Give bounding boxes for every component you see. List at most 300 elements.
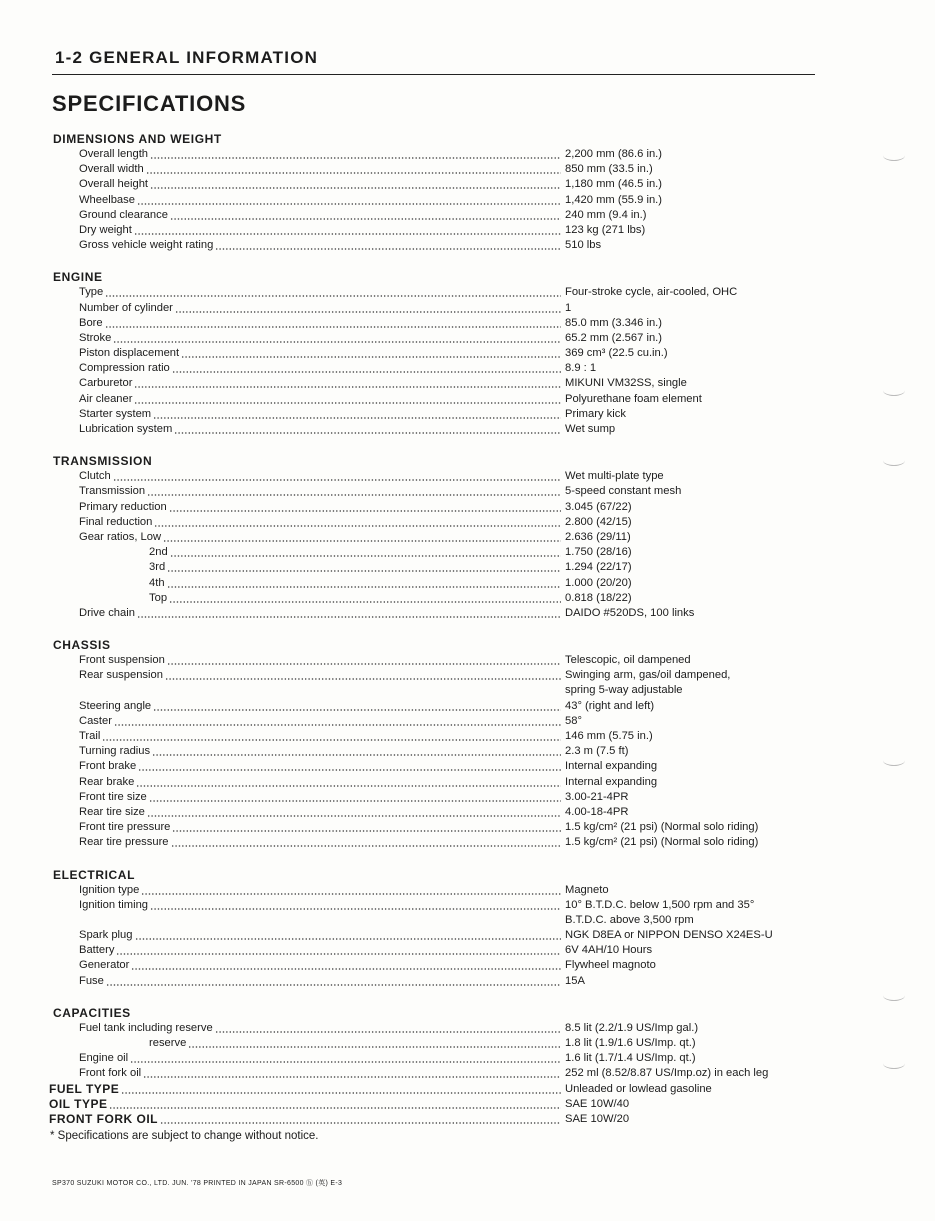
spec-label — [49, 500, 561, 515]
spec-value-line: 15A — [565, 974, 585, 987]
margin-mark — [883, 990, 905, 1001]
spec-row — [49, 714, 839, 729]
spec-row — [49, 376, 839, 391]
spec-row — [49, 238, 839, 253]
spec-value-line: NGK D8EA or NIPPON DENSO X24ES-U — [565, 929, 773, 942]
spec-label-text: Final reduction — [79, 515, 153, 528]
spec-row — [49, 1097, 839, 1112]
spec-value-line: 2.636 (29/11) — [565, 530, 631, 543]
spec-value — [561, 653, 835, 668]
spec-label — [49, 1066, 561, 1081]
spec-value-line: 1.5 kg/cm² (21 psi) (Normal solo riding) — [565, 836, 759, 849]
spec-value-line: Polyurethane foam element — [565, 392, 702, 405]
spec-value-line: 43° (right and left) — [565, 699, 655, 712]
spec-label-text: Trail — [79, 730, 101, 742]
spec-value — [561, 898, 835, 928]
spec-label-text: Front tire pressure — [79, 821, 171, 834]
spec-label-text: Spark plug — [79, 929, 133, 942]
dot-leader — [174, 432, 561, 434]
dot-leader — [152, 754, 561, 756]
spec-row — [49, 484, 839, 499]
spec-value — [561, 699, 835, 714]
spec-value — [561, 943, 835, 958]
spec-value — [561, 560, 835, 575]
dot-leader — [150, 157, 561, 159]
margin-mark — [883, 1058, 905, 1069]
spec-value — [561, 820, 835, 835]
spec-value — [561, 361, 835, 376]
spec-value-line: 4.00-18-4PR — [565, 805, 629, 818]
spec-label-text: Drive chain — [79, 606, 135, 619]
spec-row — [49, 775, 839, 790]
spec-row — [49, 606, 839, 621]
spec-row — [49, 285, 839, 300]
specifications-list — [49, 131, 839, 1143]
spec-label — [49, 1097, 561, 1112]
dot-leader — [143, 1076, 561, 1078]
spec-row — [49, 208, 839, 223]
spec-label — [49, 606, 561, 621]
spec-value — [561, 376, 835, 391]
dot-leader — [102, 739, 561, 741]
spec-row — [49, 958, 839, 973]
spec-row — [49, 898, 839, 928]
spec-value — [561, 790, 835, 805]
spec-value-line: Wet sump — [565, 423, 616, 435]
dot-leader — [170, 555, 561, 557]
spec-label — [49, 974, 561, 989]
spec-row — [49, 974, 839, 989]
spec-label-text: 4th — [149, 576, 165, 589]
dot-leader — [130, 1061, 561, 1063]
header-rule — [52, 74, 815, 75]
dot-leader — [171, 845, 561, 847]
spec-label — [49, 928, 561, 943]
spec-label-text: Generator — [79, 959, 130, 972]
spec-value — [561, 591, 835, 606]
dot-leader — [215, 1031, 561, 1033]
spec-label-text: Air cleaner — [79, 392, 133, 405]
dot-leader — [147, 494, 561, 496]
spec-label — [49, 790, 561, 805]
spec-row — [49, 1051, 839, 1066]
spec-label — [49, 162, 561, 177]
spec-label-text: Steering angle — [79, 699, 152, 712]
dot-leader — [170, 218, 561, 220]
spec-label-text: Front tire size — [79, 790, 147, 803]
spec-label-text: reserve — [149, 1037, 187, 1049]
spec-value-line: 3.045 (67/22) — [565, 500, 632, 513]
spec-value — [561, 469, 835, 484]
spec-label-text: Stroke — [79, 331, 112, 344]
spec-value — [561, 316, 835, 331]
spec-label — [49, 469, 561, 484]
spec-label — [49, 376, 561, 391]
spec-value-line: 1.294 (22/17) — [565, 561, 632, 574]
dot-leader — [134, 233, 561, 235]
dot-leader — [138, 769, 561, 771]
spec-label-text: Front suspension — [79, 654, 165, 667]
spec-label-text: Lubrication system — [79, 423, 173, 435]
spec-row — [49, 162, 839, 177]
spec-value-line: 58° — [565, 714, 582, 727]
spec-row — [49, 193, 839, 208]
spec-value-line: Wet multi-plate type — [565, 470, 664, 483]
spec-value-line: 369 cm³ (22.5 cu.in.) — [565, 347, 668, 360]
spec-label-text: Rear tire pressure — [79, 836, 169, 849]
spec-row — [49, 943, 839, 958]
spec-section — [49, 131, 839, 253]
spec-row — [49, 331, 839, 346]
spec-value — [561, 744, 835, 759]
spec-label — [49, 759, 561, 774]
spec-label-text: Compression ratio — [79, 362, 170, 375]
spec-value — [561, 1051, 835, 1066]
margin-mark — [883, 150, 905, 161]
spec-label-text: Rear tire size — [79, 805, 145, 818]
dot-leader — [131, 968, 561, 970]
spec-label — [49, 177, 561, 192]
spec-row — [49, 147, 839, 162]
spec-label — [49, 668, 561, 683]
spec-value — [561, 805, 835, 820]
spec-label-text: Carburetor — [79, 377, 133, 390]
spec-label-text: Overall height — [79, 178, 149, 191]
spec-value-line: 2,200 mm (86.6 in.) — [565, 148, 663, 160]
header-title: 1-2 GENERAL INFORMATION — [55, 48, 319, 67]
spec-section — [49, 453, 839, 621]
dot-leader — [105, 295, 561, 297]
spec-value-line: 1.000 (20/20) — [565, 576, 632, 589]
section-title: CAPACITIES — [53, 1005, 131, 1020]
dot-leader — [106, 984, 561, 986]
dot-leader — [135, 938, 562, 940]
spec-value-line: 2.800 (42/15) — [565, 515, 632, 528]
spec-label-text: Ground clearance — [79, 208, 168, 221]
spec-value-line: 1.6 lit (1.7/1.4 US/Imp. qt.) — [565, 1052, 696, 1065]
spec-value — [561, 606, 835, 621]
spec-value-line: 1.5 kg/cm² (21 psi) (Normal solo riding) — [565, 821, 759, 834]
spec-value-line: 3.00-21-4PR — [565, 790, 629, 803]
spec-row — [49, 1021, 839, 1036]
spec-value-line: 1,420 mm (55.9 in.) — [565, 193, 663, 206]
spec-label — [49, 301, 561, 316]
spec-label-text: Ignition timing — [79, 898, 149, 911]
dot-leader — [137, 203, 561, 205]
spec-row — [49, 346, 839, 361]
dot-leader — [113, 479, 561, 481]
spec-value-line: B.T.D.C. above 3,500 rpm — [565, 913, 694, 926]
spec-value — [561, 928, 835, 943]
spec-row — [49, 515, 839, 530]
spec-row — [49, 560, 839, 575]
spec-value-line: 1.750 (28/16) — [565, 546, 632, 559]
spec-label-text: Dry weight — [79, 223, 132, 236]
spec-label — [49, 1036, 561, 1051]
spec-row — [49, 653, 839, 668]
spec-value — [561, 500, 835, 515]
spec-row — [49, 301, 839, 316]
spec-label — [49, 208, 561, 223]
spec-value-line: SAE 10W/20 — [565, 1112, 630, 1125]
spec-row — [49, 361, 839, 376]
margin-mark — [883, 455, 905, 466]
spec-label-text: Gear ratios, Low — [79, 530, 162, 543]
spec-row — [49, 928, 839, 943]
spec-value — [561, 208, 835, 223]
spec-value-line: MIKUNI VM32SS, single — [565, 377, 687, 390]
dot-leader — [134, 402, 561, 404]
spec-value-line: Magneto — [565, 883, 609, 896]
dot-leader — [175, 311, 561, 313]
spec-label — [49, 422, 561, 437]
dot-leader — [215, 248, 561, 250]
spec-value — [561, 958, 835, 973]
spec-value-line: 252 ml (8.52/8.87 US/Imp.oz) in each leg — [565, 1067, 769, 1080]
dot-leader — [121, 1092, 561, 1094]
spec-label — [49, 346, 561, 361]
spec-label — [49, 515, 561, 530]
spec-value-line: 5-speed constant mesh — [565, 485, 682, 498]
spec-label — [49, 223, 561, 238]
spec-label — [49, 1082, 561, 1097]
spec-label — [49, 484, 561, 499]
spec-label-text: Front brake — [79, 760, 137, 773]
spec-label — [49, 775, 561, 790]
spec-value — [561, 301, 835, 316]
spec-value — [561, 1112, 835, 1127]
spec-label-text: Caster — [79, 714, 112, 727]
spec-label — [49, 361, 561, 376]
spec-row — [49, 545, 839, 560]
spec-label-text: Rear suspension — [79, 669, 163, 682]
dot-leader — [134, 386, 561, 388]
margin-mark — [883, 385, 905, 396]
spec-row — [49, 500, 839, 515]
dot-leader — [150, 187, 561, 189]
spec-row — [49, 1066, 839, 1081]
dot-leader — [172, 371, 561, 373]
spec-row — [49, 316, 839, 331]
spec-label-text: Fuse — [79, 974, 104, 987]
spec-row — [49, 744, 839, 759]
spec-label-text: Wheelbase — [79, 193, 135, 206]
spec-label — [49, 392, 561, 407]
spec-label-text: Transmission — [79, 485, 146, 498]
spec-value-line: Internal expanding — [565, 775, 658, 788]
spec-label-text: Front fork oil — [79, 1067, 142, 1080]
spec-value-line: 123 kg (271 lbs) — [565, 223, 646, 236]
spec-label — [49, 898, 561, 913]
spec-row — [49, 668, 839, 698]
spec-label-text: 2nd — [149, 546, 168, 559]
spec-row — [49, 591, 839, 606]
spec-label — [49, 714, 561, 729]
dot-leader — [167, 586, 561, 588]
spec-value — [561, 162, 835, 177]
dot-leader — [141, 893, 561, 895]
spec-value — [561, 530, 835, 545]
spec-label-text: Top — [149, 591, 168, 604]
spec-value-line: 850 mm (33.5 in.) — [565, 163, 653, 176]
spec-label — [49, 1112, 561, 1127]
dot-leader — [149, 800, 561, 802]
dot-leader — [160, 1122, 561, 1124]
spec-label — [49, 331, 561, 346]
spec-label — [49, 744, 561, 759]
spec-label-text: Type — [79, 286, 104, 299]
margin-mark — [883, 755, 905, 766]
dot-leader — [188, 1046, 561, 1048]
footer-print-info: SP370 SUZUKI MOTOR CO., LTD. JUN. '78 PRINTED IN JAPAN SR-6500 ⓗ (英) E-3 — [52, 1180, 343, 1187]
spec-value — [561, 1082, 835, 1097]
spec-value — [561, 331, 835, 346]
spec-value-line: spring 5-way adjustable — [565, 684, 683, 697]
spec-label — [49, 835, 561, 850]
spec-value-line: 8.9 : 1 — [565, 362, 597, 375]
spec-row — [49, 177, 839, 192]
dot-leader — [105, 326, 561, 328]
spec-label — [49, 285, 561, 300]
spec-value — [561, 668, 835, 698]
spec-value-line: 240 mm (9.4 in.) — [565, 208, 647, 221]
spec-value — [561, 974, 835, 989]
spec-row — [49, 759, 839, 774]
spec-label — [49, 699, 561, 714]
spec-value-line: DAIDO #520DS, 100 links — [565, 606, 695, 619]
spec-label — [49, 1021, 561, 1036]
dot-leader — [172, 830, 561, 832]
dot-leader — [147, 815, 561, 817]
dot-leader — [169, 601, 561, 603]
section-title: ENGINE — [53, 270, 103, 285]
spec-value-line: Flywheel magnoto — [565, 959, 656, 972]
dot-leader — [146, 172, 561, 174]
spec-row — [49, 1082, 839, 1097]
spec-value-line: SAE 10W/40 — [565, 1097, 630, 1110]
spec-value — [561, 346, 835, 361]
spec-label — [49, 883, 561, 898]
dot-leader — [113, 341, 561, 343]
dot-leader — [150, 908, 561, 910]
spec-label-text: Overall width — [79, 163, 144, 176]
spec-label — [49, 530, 561, 545]
spec-row — [49, 469, 839, 484]
spec-value-line: 0.818 (18/22) — [565, 591, 632, 604]
spec-label — [49, 560, 561, 575]
spec-label — [49, 238, 561, 253]
spec-value — [561, 1066, 835, 1081]
spec-label — [49, 193, 561, 208]
spec-row — [49, 407, 839, 422]
spec-value — [561, 484, 835, 499]
spec-value — [561, 1036, 835, 1051]
spec-row — [49, 422, 839, 437]
spec-label — [49, 729, 561, 744]
spec-value — [561, 775, 835, 790]
spec-value-line: 65.2 mm (2.567 in.) — [565, 331, 663, 344]
spec-row — [49, 223, 839, 238]
dot-leader — [167, 663, 561, 665]
spec-value — [561, 223, 835, 238]
spec-label — [49, 820, 561, 835]
spec-value-line: 8.5 lit (2.2/1.9 US/Imp gal.) — [565, 1021, 699, 1034]
spec-value — [561, 759, 835, 774]
spec-value — [561, 238, 835, 253]
spec-label — [49, 958, 561, 973]
spec-section — [49, 269, 839, 437]
spec-label-text: Piston displacement — [79, 347, 180, 360]
spec-value — [561, 714, 835, 729]
spec-value-line: Four-stroke cycle, air-cooled, OHC — [565, 286, 738, 299]
page-title: SPECIFICATIONS — [52, 91, 247, 116]
spec-value-line: Unleaded or lowlead gasoline — [565, 1082, 712, 1095]
spec-value-line: 1.8 lit (1.9/1.6 US/Imp. qt.) — [565, 1037, 696, 1049]
dot-leader — [153, 417, 561, 419]
spec-value — [561, 177, 835, 192]
section-title: ELECTRICAL — [53, 867, 135, 882]
spec-row — [49, 1112, 839, 1127]
spec-label — [49, 316, 561, 331]
spec-section — [49, 637, 839, 850]
spec-row — [49, 883, 839, 898]
dot-leader — [116, 953, 561, 955]
spec-value-line: 85.0 mm (3.346 in.) — [565, 316, 663, 329]
spec-row — [49, 576, 839, 591]
spec-value — [561, 729, 835, 744]
spec-label-text: Primary reduction — [79, 500, 167, 513]
dot-leader — [137, 616, 561, 618]
spec-value — [561, 883, 835, 898]
spec-label — [49, 591, 561, 606]
spec-value-line: Primary kick — [565, 407, 626, 420]
spec-label-text: Overall length — [79, 148, 149, 160]
dot-leader — [181, 356, 561, 358]
section-title: CHASSIS — [53, 638, 111, 653]
spec-row — [49, 699, 839, 714]
spec-label — [49, 653, 561, 668]
spec-label — [49, 545, 561, 560]
spec-row — [49, 530, 839, 545]
spec-label-text: FRONT FORK OIL — [49, 1111, 158, 1126]
dot-leader — [114, 724, 561, 726]
spec-row — [49, 729, 839, 744]
spec-value — [561, 285, 835, 300]
spec-label-text: Bore — [79, 316, 103, 329]
section-title: DIMENSIONS AND WEIGHT — [53, 132, 222, 146]
spec-label — [49, 576, 561, 591]
spec-value — [561, 407, 835, 422]
spec-value-line: 146 mm (5.75 in.) — [565, 730, 653, 742]
spec-row — [49, 790, 839, 805]
spec-value-line: 2.3 m (7.5 ft) — [565, 745, 629, 758]
spec-value — [561, 576, 835, 591]
spec-label-text: Clutch — [79, 470, 111, 483]
dot-leader — [165, 678, 561, 680]
spec-label-text: Ignition type — [79, 883, 140, 896]
spec-label-text: Turning radius — [79, 745, 151, 758]
spec-value — [561, 515, 835, 530]
spec-value-line: 10° B.T.D.C. below 1,500 rpm and 35° — [565, 898, 755, 911]
spec-label — [49, 407, 561, 422]
spec-label-text: FUEL TYPE — [49, 1081, 120, 1096]
spec-value-line: 1,180 mm (46.5 in.) — [565, 178, 663, 191]
spec-value — [561, 392, 835, 407]
dot-leader — [167, 570, 561, 572]
spec-value-line: 6V 4AH/10 Hours — [565, 944, 653, 957]
spec-value-line: 510 lbs — [565, 239, 602, 252]
spec-value-line: Telescopic, oil dampened — [565, 654, 691, 667]
